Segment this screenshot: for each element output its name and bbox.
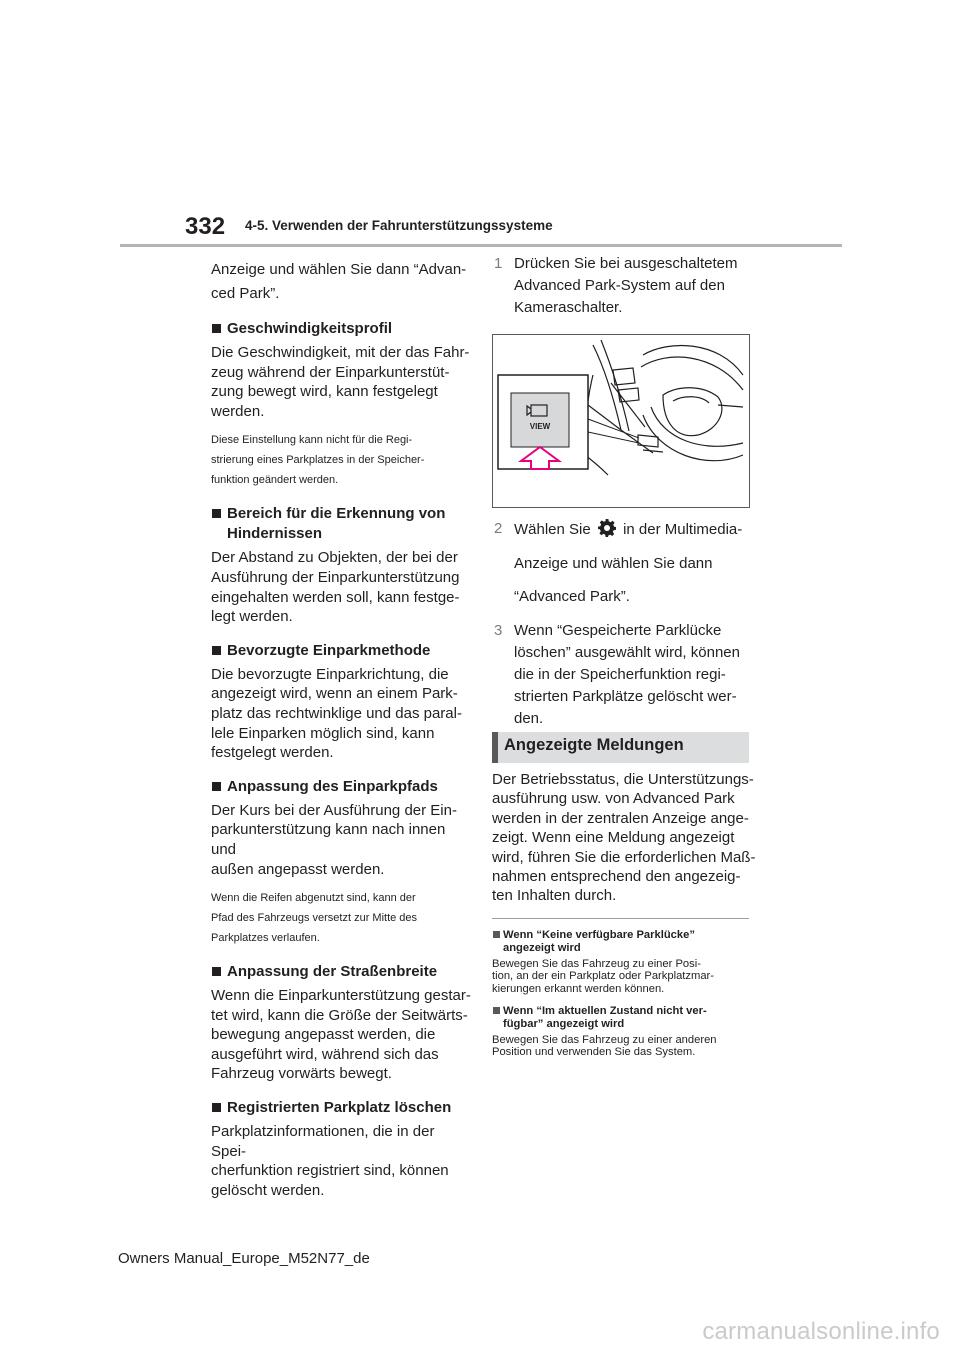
- section-title-bar: [492, 732, 749, 763]
- info-heading: Wenn “Keine verfügbare Parklücke”: [492, 929, 754, 942]
- info-body-line: Bewegen Sie das Fahrzeug zu einer anderen: [492, 1033, 717, 1046]
- section-heading-cont: Hindernissen: [227, 525, 323, 543]
- section-heading: Geschwindigkeitsprofil: [211, 319, 471, 339]
- body-line: zung bewegt wird, kann festgelegt: [211, 383, 438, 401]
- body-line: werden in der zentralen Anzeige ange-: [492, 809, 749, 827]
- steps-2-3: [494, 518, 756, 730]
- dashboard-drawing: [493, 335, 749, 507]
- note-line: Wenn die Reifen abgenutzt sind, kann der: [211, 892, 416, 905]
- body-line: Der Betriebsstatus, die Unterstützungs-: [492, 771, 754, 788]
- square-bullet-icon: [212, 646, 221, 655]
- body-line: Die Geschwindigkeit, mit der das Fahr-: [211, 344, 470, 361]
- body-line: Wenn die Einparkunterstützung gestar-: [211, 987, 471, 1005]
- step-line: die in der Speicherfunktion regi-: [514, 666, 726, 683]
- body-line: angezeigt wird, wenn an einem Park-: [211, 685, 458, 703]
- body-line: nahmen entsprechend den angezeig-: [492, 868, 741, 886]
- step-line: Anzeige und wählen Sie dann: [514, 555, 713, 572]
- view-button-label: VIEW: [529, 422, 551, 431]
- section-accent: [492, 732, 498, 763]
- info-body-line: Bewegen Sie das Fahrzeug zu einer Posi-: [492, 957, 701, 970]
- step-number: 3: [494, 622, 503, 639]
- info-body-line: Position und verwenden Sie das System.: [492, 1046, 696, 1059]
- body-line: Parkplatzinformationen, die in der Spei-: [211, 1123, 435, 1160]
- square-bullet-icon: [212, 324, 221, 333]
- body-line: ausführung usw. von Advanced Park: [492, 790, 735, 808]
- note-line: funktion geändert werden.: [211, 474, 339, 487]
- page-number: 332: [185, 213, 226, 240]
- step-line: “Advanced Park”.: [514, 588, 630, 605]
- body-line: parkunterstützung kann nach innen und: [211, 821, 446, 858]
- body-line: Der Abstand zu Objekten, der bei der: [211, 549, 458, 567]
- square-bullet-icon: [212, 509, 221, 518]
- section-heading: Bevorzugte Einparkmethode: [211, 641, 471, 661]
- step-3: [494, 620, 756, 730]
- square-bullet-icon: [212, 967, 221, 976]
- section-body: [492, 770, 757, 906]
- body-line: Ausführung der Einparkunterstützung: [211, 568, 460, 586]
- body-line: gelöscht werden.: [211, 1181, 325, 1199]
- note-line: Diese Einstellung kann nicht für die Regi-: [211, 434, 413, 447]
- info-notes: [492, 929, 754, 1059]
- body-line: ten Inhalten durch.: [492, 887, 617, 905]
- note-line: strierung eines Parkplatzes in der Speicher-: [211, 454, 425, 467]
- section-title: Angezeigte Meldungen: [504, 736, 684, 754]
- body-line: zeug während der Einparkunterstüt-: [211, 363, 450, 381]
- chapter-title: 4-5. Verwenden der Fahrunterstützungssysteme: [245, 218, 553, 233]
- section-heading: Anpassung der Straßenbreite: [211, 962, 471, 982]
- intro-line: ced Park”.: [211, 284, 280, 302]
- body-line: festgelegt werden.: [211, 744, 334, 762]
- step-line: Drücken Sie bei ausgeschaltetem: [514, 255, 738, 272]
- step-1: [494, 253, 754, 319]
- footer-doc-id: Owners Manual_Europe_M52N77_de: [118, 1250, 370, 1267]
- step-line: Kameraschalter.: [514, 299, 623, 316]
- note-line: Parkplatzes verlaufen.: [211, 932, 320, 945]
- section-heading: Anpassung des Einparkpfads: [211, 777, 471, 797]
- section-heading: Registrierten Parkplatz löschen: [211, 1098, 471, 1118]
- step-2: [494, 518, 756, 608]
- body-line: lele Einparken möglich sind, kann: [211, 724, 435, 742]
- body-line: legt werden.: [211, 608, 293, 626]
- header-rule: [120, 244, 842, 247]
- body-line: platz das rechtwinklige und das paral-: [211, 704, 462, 722]
- info-body-line: kierungen erkannt werden können.: [492, 983, 665, 996]
- body-line: eingehalten werden soll, kann festge-: [211, 588, 460, 606]
- watermark[interactable]: carmanualsonline.info: [702, 1318, 940, 1345]
- info-divider: [492, 918, 749, 919]
- body-line: außen angepasst werden.: [211, 860, 385, 878]
- camera-switch-illustration: [492, 334, 750, 508]
- gear-icon: [597, 518, 617, 538]
- section-heading: Bereich für die Erkennung von: [211, 504, 471, 524]
- body-line: tet wird, kann die Größe der Seitwärts-: [211, 1006, 468, 1024]
- step-line: Wenn “Gespeicherte Parklücke: [514, 622, 722, 639]
- info-body-line: tion, an der ein Parkplatz oder Parkplatzmar-: [492, 970, 714, 983]
- step-line: löschen” ausgewählt wird, können: [514, 644, 740, 661]
- note-line: Pfad des Fahrzeugs versetzt zur Mitte des: [211, 912, 418, 925]
- body-line: wird, führen Sie die erforderlichen Maß-: [492, 848, 756, 866]
- step-number: 2: [494, 520, 503, 537]
- square-bullet-icon: [212, 1103, 221, 1112]
- square-bullet-icon: [493, 931, 500, 938]
- step-line: Wählen Sie in der Multimedia-: [514, 518, 756, 541]
- body-line: ausgeführt wird, während sich das: [211, 1045, 439, 1063]
- body-line: bewegung angepasst werden, die: [211, 1026, 436, 1044]
- step-line: strierten Parkplätze gelöscht wer-: [514, 688, 737, 705]
- left-column: [211, 258, 471, 1200]
- body-line: werden.: [211, 402, 265, 420]
- step-line: Advanced Park-System auf den: [514, 277, 725, 294]
- step-number: 1: [494, 255, 503, 272]
- body-line: zeigt. Wenn eine Meldung angezeigt: [492, 829, 735, 847]
- info-heading: Wenn “Im aktuellen Zustand nicht ver-: [492, 1005, 754, 1018]
- body-line: cherfunktion registriert sind, können: [211, 1162, 449, 1180]
- body-line: Fahrzeug vorwärts bewegt.: [211, 1065, 392, 1083]
- intro-line: Anzeige und wählen Sie dann “Advan-: [211, 261, 467, 278]
- info-heading-cont: angezeigt wird: [503, 941, 581, 954]
- square-bullet-icon: [212, 782, 221, 791]
- step-line: den.: [514, 710, 544, 727]
- body-line: Die bevorzugte Einparkrichtung, die: [211, 665, 449, 683]
- square-bullet-icon: [493, 1007, 500, 1014]
- info-heading-cont: fügbar” angezeigt wird: [503, 1017, 625, 1030]
- body-line: Der Kurs bei der Ausführung der Ein-: [211, 801, 457, 819]
